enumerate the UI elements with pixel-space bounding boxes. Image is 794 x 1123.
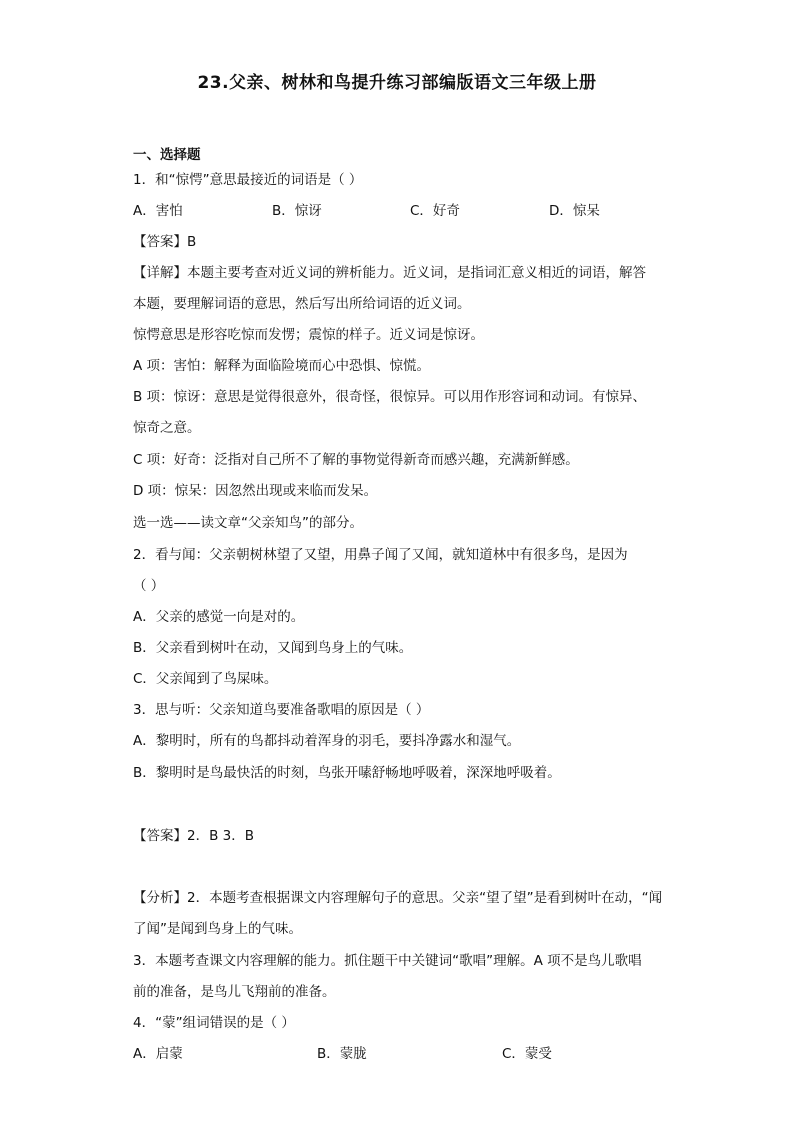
detail-line-4: A 项：害怕：解释为面临险境而心中恐惧、惊慌。 [133,358,431,374]
detail-line-3: 惊愕意思是形容吃惊而发愣；震惊的样子。近义词是惊讶。 [133,327,484,343]
question-4-stem: 4．“蒙”组词错误的是（ ） [133,1015,295,1031]
detail-line-7: C 项：好奇：泛指对自己所不了解的事物觉得新奇而感兴趣，充满新鲜感。 [133,452,579,468]
question-2-bracket: （ ） [133,578,165,594]
question-1-option-d: D．惊呆 [549,203,600,219]
analysis-line-1: 【分析】2．本题考查根据课文内容理解句子的意思。父亲“望了望”是看到树叶在动，“闻 [133,890,663,906]
reading-instruction: 选一选——读文章“父亲知鸟”的部分。 [133,515,363,531]
detail-line-5: B 项：惊讶：意思是觉得很意外，很奇怪，很惊异。可以用作形容词和动词。有惊异、 [133,389,647,405]
question-2-option-c: C．父亲闻到了鸟屎味。 [133,671,278,687]
detail-line-6: 惊奇之意。 [133,420,201,436]
question-3-option-a: A．黎明时，所有的鸟都抖动着浑身的羽毛，要抖净露水和湿气。 [133,733,521,749]
analysis-line-3: 3．本题考查课文内容理解的能力。抓住题干中关键词“歌唱”理解。A 项不是鸟儿歌唱 [133,953,642,969]
answer-2-3: 【答案】2．B 3．B [133,828,254,844]
question-2-option-a: A．父亲的感觉一向是对的。 [133,609,305,625]
question-1-option-b: B．惊讶 [272,203,322,219]
page-title: 23.父亲、树林和鸟提升练习部编版语文三年级上册 [197,73,597,93]
section-heading: 一、选择题 [133,147,201,163]
question-2-stem: 2．看与闻：父亲朝树林望了又望，用鼻子闻了又闻，就知道林中有很多鸟，是因为 [133,547,628,563]
question-1-option-c: C．好奇 [410,203,460,219]
question-4-option-b: B．蒙胧 [317,1046,367,1062]
detail-line-8: D 项：惊呆：因忽然出现或来临而发呆。 [133,483,378,499]
question-2-option-b: B．父亲看到树叶在动，又闻到鸟身上的气味。 [133,640,413,656]
question-3-stem: 3．思与听：父亲知道鸟要准备歌唱的原因是（ ） [133,702,430,718]
analysis-line-4: 前的准备，是鸟儿飞翔前的准备。 [133,984,336,1000]
question-4-option-c: C．蒙受 [502,1046,552,1062]
answer-1: 【答案】B [133,234,197,250]
detail-line-2: 本题，要理解词语的意思，然后写出所给词语的近义词。 [133,296,471,312]
analysis-line-2: 了闻”是闻到鸟身上的气味。 [133,921,302,937]
question-1-option-a: A．害怕 [133,203,183,219]
detail-line-1: 【详解】本题主要考查对近义词的辨析能力。近义词，是指词汇意义相近的词语，解答 [133,265,646,281]
question-3-option-b: B．黎明时是鸟最快活的时刻，鸟张开嗉舒畅地呼吸着，深深地呼吸着。 [133,765,561,781]
question-4-option-a: A．启蒙 [133,1046,183,1062]
question-1-stem: 1．和“惊愕”意思最接近的词语是（ ） [133,172,363,188]
